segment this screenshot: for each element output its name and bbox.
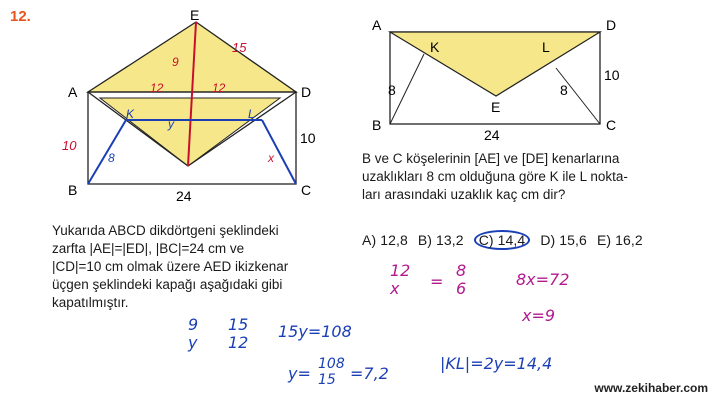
point-E-left: E — [190, 7, 200, 23]
right-flap — [390, 32, 600, 96]
choice-b[interactable]: B) 13,2 — [417, 232, 464, 248]
right-envelope-figure — [360, 0, 722, 150]
measure-bottom-left: 24 — [176, 188, 192, 204]
point-D-left: D — [301, 84, 312, 100]
hw-blue-line3: |KL|=2y=14,4 — [440, 354, 553, 373]
point-C-left: C — [301, 182, 312, 198]
hw-blue-line2-rhs: =7,2 — [350, 364, 389, 383]
svg-text:C: C — [606, 117, 617, 133]
svg-text:K: K — [430, 39, 440, 55]
svg-text:8: 8 — [108, 151, 115, 165]
point-A-left: A — [68, 84, 78, 100]
hw-top-right: 15 — [232, 40, 247, 55]
hw-blue-line2-lhs: y= — [288, 364, 311, 383]
svg-text:L: L — [542, 39, 550, 55]
svg-text:9: 9 — [172, 55, 179, 69]
question-number: 12. — [10, 8, 31, 25]
svg-text:12: 12 — [150, 81, 164, 95]
svg-text:E: E — [491, 99, 501, 115]
choice-c[interactable]: C) 14,4 — [474, 230, 531, 250]
right-dist-right: 8 — [560, 82, 568, 98]
svg-text:K: K — [126, 107, 135, 121]
point-B-left: B — [68, 182, 78, 198]
measure-right-left: 10 — [300, 130, 316, 146]
hw-blue-line2-frac: 108 15 — [318, 356, 345, 388]
svg-text:L: L — [248, 107, 255, 121]
hw-purple-ratio: 12 x — [390, 261, 411, 298]
hw-purple-eq: = — [430, 272, 444, 291]
svg-text:12: 12 — [212, 81, 226, 95]
svg-text:y: y — [168, 117, 174, 131]
question-right-text: B ve C köşelerinin [AE] ve [DE] kenarlarına uzaklıkları 8 cm olduğuna göre K ile L nokta- ları arasındaki uzaklık kaç cm dir? — [362, 151, 628, 202]
hw-blue-frac2: 15 12 — [228, 315, 249, 352]
hw-purple-line2: x=9 — [522, 306, 556, 325]
hw-blue-frac1: 9 y — [188, 315, 199, 352]
right-side: 10 — [604, 67, 620, 83]
svg-text:x: x — [268, 151, 274, 165]
choice-d[interactable]: D) 15,6 — [540, 232, 587, 248]
right-dist-left: 8 — [388, 82, 396, 98]
svg-text:B: B — [372, 117, 382, 133]
choice-e[interactable]: E) 16,2 — [596, 232, 643, 248]
svg-text:A: A — [372, 17, 382, 33]
right-bottom: 24 — [484, 127, 500, 143]
hw-blue-line1: 15y=108 — [278, 322, 352, 341]
hw-purple-rhs: 8 6 — [456, 261, 467, 298]
site-url: www.zekihaber.com — [594, 381, 708, 395]
question-left-text: Yukarıda ABCD dikdörtgeni şeklindeki zarfta |AE|=|ED|, |BC|=24 cm ve |CD|=10 cm olmak üzere AED ikizkenar üçgen şeklindeki kapağı aşağıdaki gibi kapatılmıştır. — [52, 223, 289, 310]
choice-a[interactable]: A) 12,8 — [362, 232, 408, 248]
hw-left-side: 10 — [62, 138, 77, 153]
svg-text:D: D — [606, 17, 617, 33]
hw-purple-line1: 8x=72 — [516, 270, 570, 289]
left-envelope-figure — [0, 0, 360, 210]
answer-choices — [362, 232, 649, 248]
